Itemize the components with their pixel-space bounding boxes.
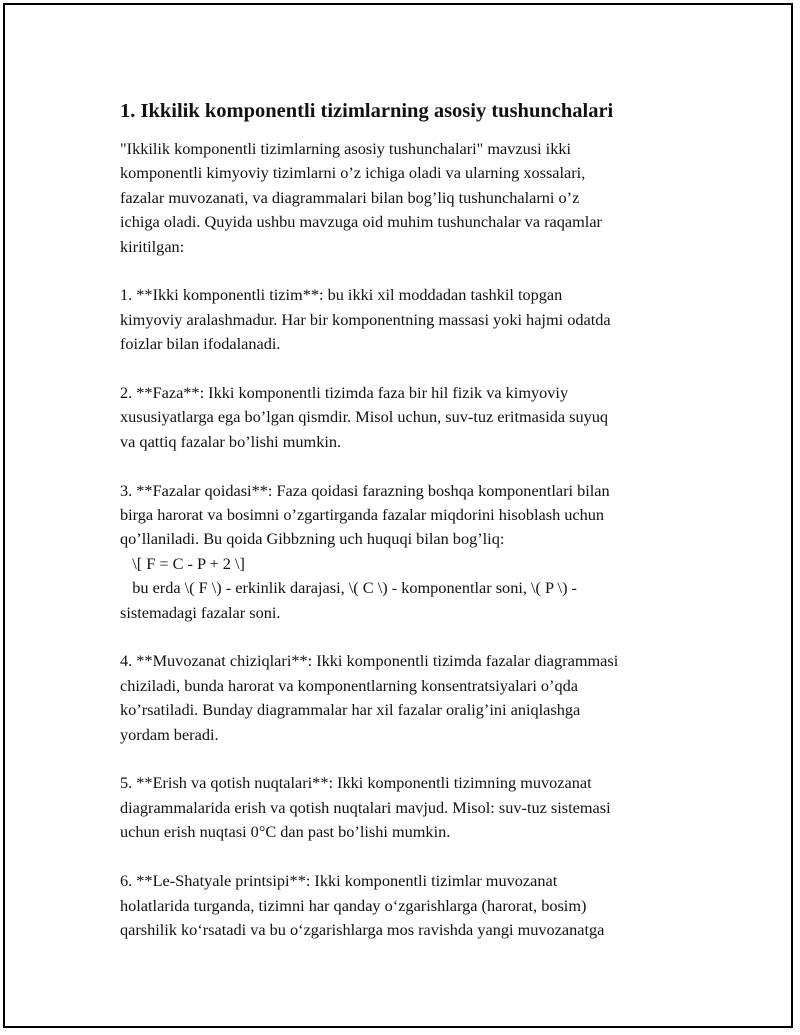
- text-line: chiziladi, bunda harorat va komponentlarning konsentratsiyalari o’qda: [120, 675, 578, 695]
- formula-line: \[ F = C - P + 2 \]: [120, 553, 245, 573]
- text-line: yordam beradi.: [120, 724, 219, 744]
- text-line: 3. **Fazalar qoidasi**: Faza qoidasi farazning boshqa komponentlari bilan: [120, 480, 610, 500]
- document-page: [3, 3, 793, 1028]
- intro-paragraph: [120, 137, 700, 259]
- text-line: kimyoviy aralashmadur. Har bir komponentning massasi yoki hajmi odatda: [120, 309, 611, 329]
- document-content: [120, 97, 700, 967]
- text-line: xususiyatlarga ega bo’lgan qismdir. Misol uchun, suv-tuz eritmasida suyuq: [120, 407, 609, 427]
- text-line: 6. **Le-Shatyale printsipi**: Ikki komponentli tizimlar muvozanat: [120, 871, 558, 891]
- text-line: diagrammalarida erish va qotish nuqtalari mavjud. Misol: suv-tuz sistemasi: [120, 797, 611, 817]
- text-line: ko’rsatiladi. Bunday diagrammalar har xil fazalar oralig’ini aniqlashga: [120, 700, 581, 720]
- text-line: kiritilgan:: [120, 236, 185, 256]
- text-line: holatlarida turganda, tizimni har qanday o‘zgarishlarga (harorat, bosim): [120, 895, 587, 915]
- text-line: qo’llaniladi. Bu qoida Gibbzning uch huquqi bilan bog’liq:: [120, 529, 505, 549]
- document-title: 1. Ikkilik komponentli tizimlarning asosiy tushunchalari: [120, 100, 614, 122]
- text-line: uchun erish nuqtasi 0°C dan past bo’lishi mumkin.: [120, 822, 451, 842]
- list-item-6: [120, 869, 700, 942]
- text-line: komponentli kimyoviy tizimlarni o’z ichiga oladi va ularning xossalari,: [120, 163, 586, 183]
- text-line: foizlar bilan ifodalanadi.: [120, 334, 281, 354]
- text-line: fazalar muvozanati, va diagrammalari bilan bog’liq tushunchalarni o’z: [120, 187, 580, 207]
- text-line: 2. **Faza**: Ikki komponentli tizimda faza bir hil fizik va kimyoviy: [120, 383, 569, 403]
- text-line: 5. **Erish va qotish nuqtalari**: Ikki komponentli tizimning muvozanat: [120, 773, 592, 793]
- text-line: 4. **Muvozanat chiziqlari**: Ikki komponentli tizimda fazalar diagrammasi: [120, 651, 619, 671]
- text-line: sistemadagi fazalar soni.: [120, 602, 281, 622]
- list-item-4: [120, 649, 700, 747]
- list-item-3: [120, 479, 700, 625]
- list-item-5: [120, 771, 700, 844]
- text-line: bu erda \( F \) - erkinlik darajasi, \( C \) - komponentlar soni, \( P \) -: [120, 578, 577, 598]
- text-line: "Ikkilik komponentli tizimlarning asosiy tushunchalari" mavzusi ikki: [120, 139, 572, 158]
- list-item-1: [120, 283, 700, 356]
- text-line: ichiga oladi. Quyida ushbu mavzuga oid muhim tushunchalar va raqamlar: [120, 212, 602, 232]
- text-line: va qattiq fazalar bo’lishi mumkin.: [120, 431, 342, 451]
- text-line: birga harorat va bosimni o’zgartirganda fazalar miqdorini hisoblash uchun: [120, 505, 605, 525]
- text-line: qarshilik ko‘rsatadi va bu o‘zgarishlarga mos ravishda yangi muvozanatga: [120, 919, 605, 939]
- text-line: 1. **Ikki komponentli tizim**: bu ikki xil moddadan tashkil topgan: [120, 285, 563, 305]
- list-item-2: [120, 381, 700, 454]
